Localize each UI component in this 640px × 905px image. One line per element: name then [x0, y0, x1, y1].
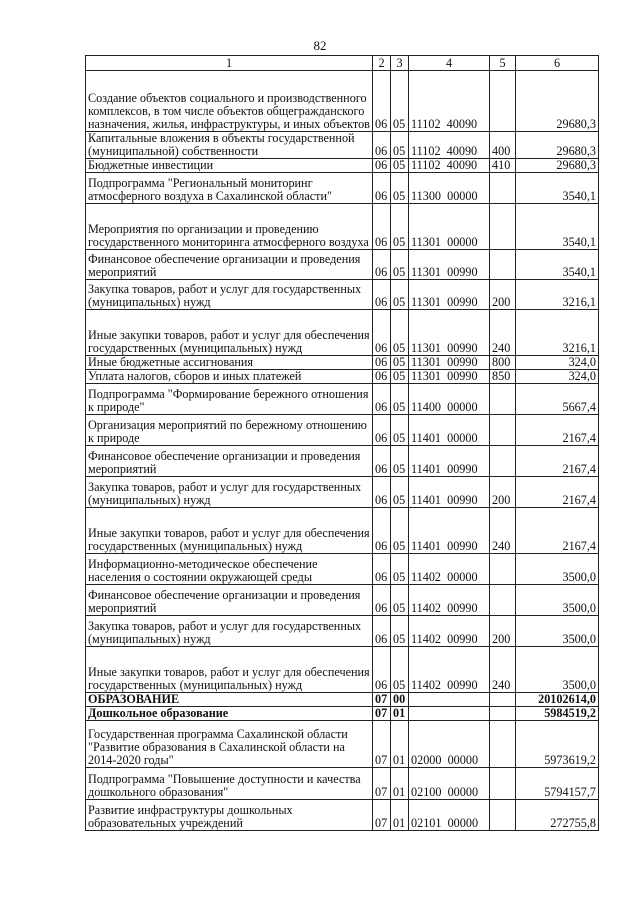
subsection-code: 05 — [391, 310, 409, 356]
expense-type-code — [490, 71, 516, 132]
section-code: 07 — [373, 768, 391, 800]
item-name: Финансовое обеспечение организации и проведения мероприятий — [86, 585, 373, 616]
table-row — [86, 250, 599, 280]
section-code: 06 — [373, 554, 391, 585]
subsection-code: 05 — [391, 508, 409, 554]
item-name: Организация мероприятий по бережному отношению к природе — [86, 415, 373, 446]
amount: 2167,4 — [516, 415, 599, 446]
expense-type-code: 240 — [490, 310, 516, 356]
table-row — [86, 768, 599, 800]
target-article-code: 11402 00990 — [409, 585, 490, 616]
target-article-code: 11402 00990 — [409, 647, 490, 693]
section-code: 06 — [373, 585, 391, 616]
section-code: 06 — [373, 477, 391, 508]
subsection-code: 05 — [391, 132, 409, 159]
subsection-code: 05 — [391, 71, 409, 132]
item-name: Иные закупки товаров, работ и услуг для обеспечения государственных (муниципальных) нужд — [86, 310, 373, 356]
subsection-code: 05 — [391, 280, 409, 310]
section-code: 07 — [373, 707, 391, 721]
expense-type-code — [490, 585, 516, 616]
section-code: 07 — [373, 721, 391, 768]
expense-type-code: 410 — [490, 159, 516, 173]
expense-type-code — [490, 707, 516, 721]
column-header: 2 — [373, 56, 391, 71]
target-article-code: 11400 00000 — [409, 384, 490, 415]
table-row — [86, 446, 599, 477]
amount: 5973619,2 — [516, 721, 599, 768]
table-row — [86, 280, 599, 310]
target-article-code: 11102 40090 — [409, 132, 490, 159]
table-row — [86, 132, 599, 159]
amount: 3540,1 — [516, 204, 599, 250]
amount: 29680,3 — [516, 159, 599, 173]
item-name: Государственная программа Сахалинской области "Развитие образования в Сахалинской области на 2014-2020 годы" — [86, 721, 373, 768]
table-row — [86, 800, 599, 831]
target-article-code: 11401 00990 — [409, 446, 490, 477]
item-name: Развитие инфраструктуры дошкольных образовательных учреждений — [86, 800, 373, 831]
item-name: Подпрограмма "Повышение доступности и качества дошкольного образования" — [86, 768, 373, 800]
item-name: Уплата налогов, сборов и иных платежей — [86, 370, 373, 384]
subsection-code: 05 — [391, 415, 409, 446]
item-name: Иные закупки товаров, работ и услуг для обеспечения государственных (муниципальных) нужд — [86, 508, 373, 554]
expense-type-code: 200 — [490, 280, 516, 310]
table-row — [86, 554, 599, 585]
table-row — [86, 707, 599, 721]
subsection-code: 00 — [391, 693, 409, 707]
expense-type-code — [490, 446, 516, 477]
target-article-code: 11301 00000 — [409, 204, 490, 250]
item-name: Подпрограмма "Региональный мониторинг атмосферного воздуха в Сахалинской области" — [86, 173, 373, 204]
amount: 272755,8 — [516, 800, 599, 831]
target-article-code: 11401 00990 — [409, 477, 490, 508]
expense-type-code: 240 — [490, 647, 516, 693]
target-article-code: 02101 00000 — [409, 800, 490, 831]
amount: 3500,0 — [516, 616, 599, 647]
amount: 3540,1 — [516, 173, 599, 204]
subsection-code: 05 — [391, 384, 409, 415]
amount: 5794157,7 — [516, 768, 599, 800]
item-name: Капитальные вложения в объекты государственной (муниципальной) собственности — [86, 132, 373, 159]
expense-type-code — [490, 721, 516, 768]
column-number-row — [86, 56, 599, 71]
subsection-code: 05 — [391, 356, 409, 370]
section-code: 07 — [373, 800, 391, 831]
subsection-code: 05 — [391, 159, 409, 173]
amount: 5984519,2 — [516, 707, 599, 721]
section-code: 06 — [373, 356, 391, 370]
amount: 29680,3 — [516, 71, 599, 132]
subsection-code: 01 — [391, 707, 409, 721]
amount: 3500,0 — [516, 647, 599, 693]
target-article-code: 11401 00000 — [409, 415, 490, 446]
expense-type-code — [490, 693, 516, 707]
item-name: Дошкольное образование — [86, 707, 373, 721]
expense-type-code — [490, 384, 516, 415]
expense-type-code — [490, 800, 516, 831]
table-row — [86, 384, 599, 415]
target-article-code: 11102 40090 — [409, 159, 490, 173]
item-name: Закупка товаров, работ и услуг для государственных (муниципальных) нужд — [86, 616, 373, 647]
subsection-code: 05 — [391, 370, 409, 384]
target-article-code: 11401 00990 — [409, 508, 490, 554]
amount: 3500,0 — [516, 585, 599, 616]
expense-type-code — [490, 250, 516, 280]
section-code: 06 — [373, 71, 391, 132]
subsection-code: 05 — [391, 477, 409, 508]
table-row — [86, 204, 599, 250]
item-name: Иные бюджетные ассигнования — [86, 356, 373, 370]
item-name: Закупка товаров, работ и услуг для государственных (муниципальных) нужд — [86, 280, 373, 310]
target-article-code: 11300 00000 — [409, 173, 490, 204]
amount: 20102614,0 — [516, 693, 599, 707]
item-name: Иные закупки товаров, работ и услуг для обеспечения государственных (муниципальных) нужд — [86, 647, 373, 693]
table-row — [86, 647, 599, 693]
expense-type-code: 850 — [490, 370, 516, 384]
expense-type-code — [490, 415, 516, 446]
table-row — [86, 370, 599, 384]
subsection-code: 05 — [391, 647, 409, 693]
table-row — [86, 71, 599, 132]
amount: 29680,3 — [516, 132, 599, 159]
table-row — [86, 173, 599, 204]
section-code: 06 — [373, 132, 391, 159]
subsection-code: 05 — [391, 250, 409, 280]
subsection-code: 05 — [391, 585, 409, 616]
table-row — [86, 159, 599, 173]
column-header: 5 — [490, 56, 516, 71]
expense-type-code — [490, 173, 516, 204]
section-code: 06 — [373, 616, 391, 647]
table-row — [86, 477, 599, 508]
item-name: Создание объектов социального и производственного комплексов, в том числе объектов общегражданского назначения, жилья, инфраструктуры, и иных объектов — [86, 71, 373, 132]
section-code: 06 — [373, 173, 391, 204]
amount: 2167,4 — [516, 477, 599, 508]
section-code: 07 — [373, 693, 391, 707]
item-name: Закупка товаров, работ и услуг для государственных (муниципальных) нужд — [86, 477, 373, 508]
subsection-code: 05 — [391, 204, 409, 250]
page-number: 82 — [313, 38, 327, 53]
item-name: Финансовое обеспечение организации и проведения мероприятий — [86, 250, 373, 280]
amount: 5667,4 — [516, 384, 599, 415]
item-name: ОБРАЗОВАНИЕ — [86, 693, 373, 707]
expense-type-code — [490, 554, 516, 585]
item-name: Информационно-методическое обеспечение населения о состоянии окружающей среды — [86, 554, 373, 585]
table-row — [86, 415, 599, 446]
expense-type-code: 400 — [490, 132, 516, 159]
item-name: Мероприятия по организации и проведению государственного мониторинга атмосферного воздуха — [86, 204, 373, 250]
amount: 3500,0 — [516, 554, 599, 585]
expense-type-code: 240 — [490, 508, 516, 554]
amount: 324,0 — [516, 356, 599, 370]
section-code: 06 — [373, 384, 391, 415]
section-code: 06 — [373, 204, 391, 250]
subsection-code: 01 — [391, 800, 409, 831]
target-article-code: 11301 00990 — [409, 280, 490, 310]
table-row — [86, 310, 599, 356]
section-code: 06 — [373, 310, 391, 356]
item-name: Финансовое обеспечение организации и проведения мероприятий — [86, 446, 373, 477]
section-code: 06 — [373, 647, 391, 693]
subsection-code: 01 — [391, 768, 409, 800]
column-header: 4 — [409, 56, 490, 71]
section-code: 06 — [373, 280, 391, 310]
column-header: 1 — [86, 56, 373, 71]
subsection-code: 05 — [391, 616, 409, 647]
amount: 3216,1 — [516, 310, 599, 356]
amount: 2167,4 — [516, 446, 599, 477]
target-article-code: 11402 00000 — [409, 554, 490, 585]
item-name: Бюджетные инвестиции — [86, 159, 373, 173]
section-code: 06 — [373, 370, 391, 384]
expense-type-code: 800 — [490, 356, 516, 370]
amount: 3540,1 — [516, 250, 599, 280]
table-row — [86, 693, 599, 707]
target-article-code: 02100 00000 — [409, 768, 490, 800]
table-row — [86, 585, 599, 616]
amount: 324,0 — [516, 370, 599, 384]
section-code: 06 — [373, 250, 391, 280]
expense-type-code — [490, 768, 516, 800]
amount: 3216,1 — [516, 280, 599, 310]
subsection-code: 05 — [391, 446, 409, 477]
table-row — [86, 356, 599, 370]
amount: 2167,4 — [516, 508, 599, 554]
subsection-code: 01 — [391, 721, 409, 768]
target-article-code — [409, 707, 490, 721]
expense-type-code: 200 — [490, 616, 516, 647]
table-row — [86, 508, 599, 554]
table-row — [86, 616, 599, 647]
target-article-code: 11301 00990 — [409, 310, 490, 356]
target-article-code: 02000 00000 — [409, 721, 490, 768]
expense-type-code — [490, 204, 516, 250]
subsection-code: 05 — [391, 173, 409, 204]
section-code: 06 — [373, 159, 391, 173]
target-article-code: 11102 40090 — [409, 71, 490, 132]
item-name: Подпрограмма "Формирование бережного отношения к природе" — [86, 384, 373, 415]
budget-table — [85, 55, 599, 831]
column-header: 6 — [516, 56, 599, 71]
section-code: 06 — [373, 446, 391, 477]
target-article-code: 11301 00990 — [409, 356, 490, 370]
section-code: 06 — [373, 415, 391, 446]
subsection-code: 05 — [391, 554, 409, 585]
section-code: 06 — [373, 508, 391, 554]
target-article-code — [409, 693, 490, 707]
table-row — [86, 721, 599, 768]
target-article-code: 11301 00990 — [409, 370, 490, 384]
target-article-code: 11301 00990 — [409, 250, 490, 280]
expense-type-code: 200 — [490, 477, 516, 508]
column-header: 3 — [391, 56, 409, 71]
target-article-code: 11402 00990 — [409, 616, 490, 647]
